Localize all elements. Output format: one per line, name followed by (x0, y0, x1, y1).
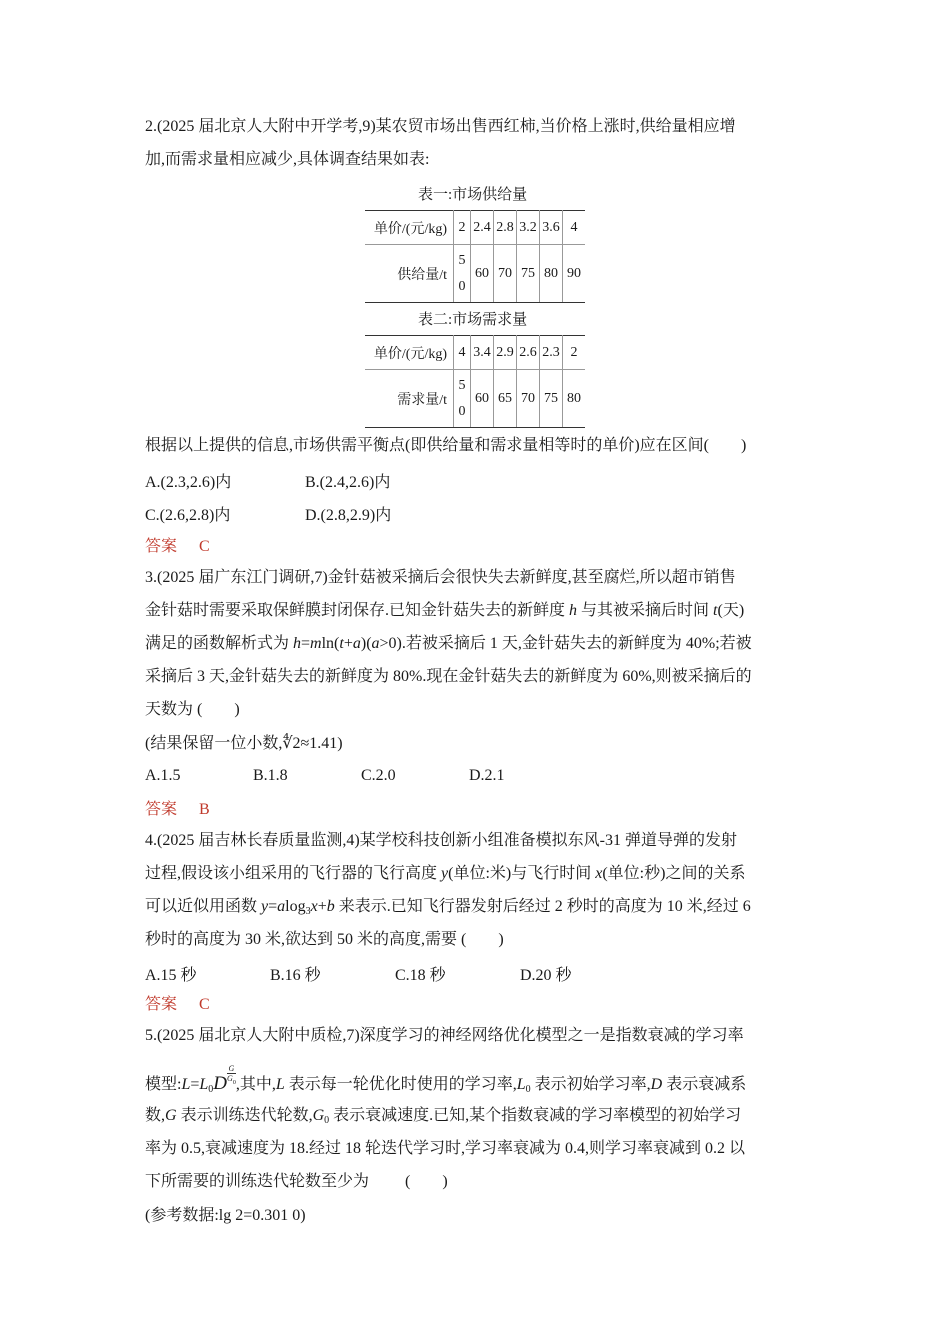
q4-option-d: D.20 秒 (520, 967, 572, 984)
q2-stem-line1: 2.(2025 届北京人大附中开学考,9)某农贸市场出售西红柿,当价格上涨时,供给量相应增 (145, 118, 736, 135)
table-cell: 3.6 (540, 211, 563, 245)
table2-caption: 表二:市场需求量 (418, 312, 528, 328)
table1-supply-header: 供给量/t (365, 245, 454, 303)
q5-stem-line4: 率为 0.5,衰减速度为 18.经过 18 轮迭代学习时,学习率衰减为 0.4,则学习率衰减到 0.2 以 (145, 1140, 746, 1157)
table-cell: 5 0 (454, 370, 471, 428)
table-cell: 90 (563, 245, 586, 303)
q2-answer: 答案 C (145, 538, 210, 555)
q3-stem-line2: 金针菇时需要采取保鲜膜封闭保存.已知金针菇失去的新鲜度 h 与其被采摘后时间 t(天) (145, 602, 745, 619)
q3-note: (结果保留一位小数,∜2≈1.41) (145, 735, 343, 752)
table-cell: 4 (563, 211, 586, 245)
table-cell: 2.6 (517, 336, 540, 370)
q3-stem-line4: 采摘后 3 天,金针菇失去的新鲜度为 80%.现在金针菇失去的新鲜度为 60%,则被采摘后的 (145, 668, 752, 685)
q3-stem-line5: 天数为 ( ) (145, 701, 240, 718)
q4-stem-line2: 过程,假设该小组采用的飞行器的飞行高度 y(单位:米)与飞行时间 x(单位:秒)之间的关系 (145, 865, 746, 882)
table-cell: 75 (517, 245, 540, 303)
supply-table (365, 210, 585, 303)
table-cell: 2.8 (494, 211, 517, 245)
table-cell: 3.4 (471, 336, 494, 370)
table-cell: 4 (454, 336, 471, 370)
q2-option-b: B.(2.4,2.6)内 (305, 474, 391, 491)
q5-stem-line5: 下所需要的训练迭代轮数至少为 ( ) (145, 1173, 448, 1190)
q5-note: (参考数据:lg 2=0.301 0) (145, 1207, 306, 1224)
q2-stem-line2: 加,而需求量相应减少,具体调查结果如表: (145, 151, 430, 168)
table-cell: 65 (494, 370, 517, 428)
demand-table (365, 335, 585, 428)
table-cell: 70 (494, 245, 517, 303)
q4-option-a: A.15 秒 (145, 967, 197, 984)
q4-stem-line3: 可以近似用函数 y=alog$_3$x+b 来表示.已知飞行器发射后经过 2 秒时的高度为 10 米,经过 6 (145, 898, 751, 917)
table-cell: 70 (517, 370, 540, 428)
q5-stem-line1: 5.(2025 届北京人大附中质检,7)深度学习的神经网络优化模型之一是指数衰减的学习率 (145, 1027, 744, 1044)
table2-price-header: 单价/(元/kg) (365, 336, 454, 370)
q4-option-b: B.16 秒 (270, 967, 321, 984)
table-cell: 3.2 (517, 211, 540, 245)
q2-option-a: A.(2.3,2.6)内 (145, 474, 232, 491)
q3-option-c: C.2.0 (361, 767, 396, 784)
table1-caption: 表一:市场供给量 (418, 187, 528, 203)
table-cell: 2.4 (471, 211, 494, 245)
table-cell: 60 (471, 245, 494, 303)
q2-option-d: D.(2.8,2.9)内 (305, 507, 392, 524)
table-cell: 2.3 (540, 336, 563, 370)
q4-stem-line1: 4.(2025 届吉林长春质量监测,4)某学校科技创新小组准备模拟东风-31 弹道导弹的发射 (145, 832, 737, 849)
q4-stem-line4: 秒时的高度为 30 米,欲达到 50 米的高度,需要 ( ) (145, 931, 504, 948)
q3-answer: 答案 B (145, 801, 210, 818)
table-cell: 2 (563, 336, 586, 370)
table2-demand-header: 需求量/t (365, 370, 454, 428)
q3-option-a: A.1.5 (145, 767, 181, 784)
q3-option-d: D.2.1 (469, 767, 505, 784)
table-cell: 60 (471, 370, 494, 428)
table-cell: 2.9 (494, 336, 517, 370)
q4-option-c: C.18 秒 (395, 967, 446, 984)
table-cell: 5 0 (454, 245, 471, 303)
q3-option-b: B.1.8 (253, 767, 288, 784)
q3-stem-line3: 满足的函数解析式为 h=mln(t+a)(a>0).若被采摘后 1 天,金针菇失去的新鲜度为 40%;若被 (145, 635, 752, 652)
q5-stem-line2: 模型$:L=L_0D\frac{G}{G_0}$ ,其中,L 表示每一轮优化时使用的学习率$,L_0$ 表示初始学习率,D 表示衰减系 (145, 1064, 747, 1095)
table-cell: 2 (454, 211, 471, 245)
q3-stem-line1: 3.(2025 届广东江门调研,7)金针菇被采摘后会很快失去新鲜度,甚至腐烂,所以超市销售 (145, 569, 736, 586)
q2-question: 根据以上提供的信息,市场供需平衡点(即供给量和需求量相等时的单价)应在区间( ) (145, 437, 747, 454)
q2-option-c: C.(2.6,2.8)内 (145, 507, 231, 524)
q4-answer: 答案 C (145, 996, 210, 1013)
table-cell: 80 (563, 370, 586, 428)
q5-stem-line3: 数,G 表示训练迭代轮数$,G_0$ 表示衰减速度.已知,某个指数衰减的学习率模型的初始学习 (145, 1107, 742, 1126)
table-cell: 80 (540, 245, 563, 303)
table-cell: 75 (540, 370, 563, 428)
table1-price-header: 单价/(元/kg) (365, 211, 454, 245)
